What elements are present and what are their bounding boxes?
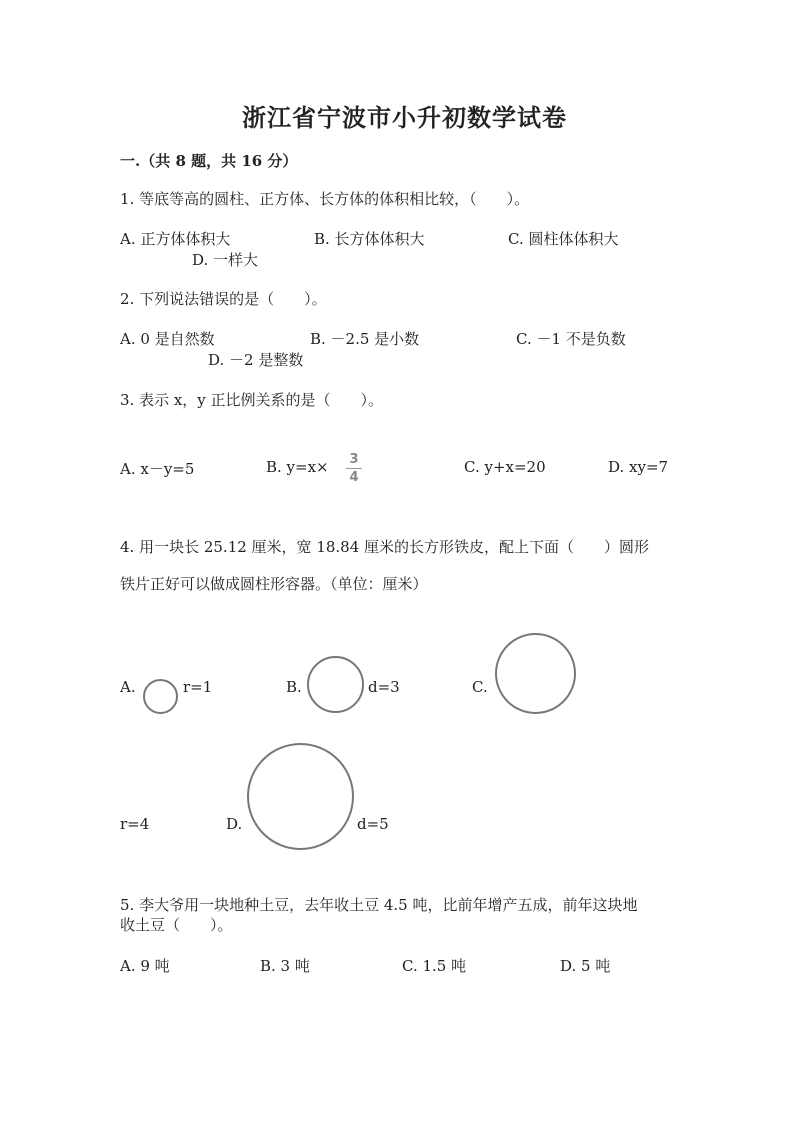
question-1-option-d[interactable]: D. 一样大 bbox=[192, 251, 259, 269]
question-3-stem: 3. 表示 x，y 正比例关系的是（ ）。 bbox=[120, 391, 384, 409]
question-4-stem-line-2: 铁片正好可以做成圆柱形容器。（单位：厘米） bbox=[120, 575, 428, 593]
circle-c-image bbox=[495, 633, 576, 714]
question-1-option-c[interactable]: C. 圆柱体体积大 bbox=[508, 230, 619, 248]
question-5-option-c[interactable]: C. 1.5 吨 bbox=[402, 957, 467, 975]
question-4-label-c: r=4 bbox=[120, 815, 150, 833]
question-5-stem-line-2: 收土豆（ ）。 bbox=[120, 916, 233, 934]
fraction-denominator: 4 bbox=[349, 470, 359, 485]
question-1-option-a[interactable]: A. 正方体体积大 bbox=[120, 230, 231, 248]
question-4-option-a[interactable]: A. bbox=[120, 678, 136, 696]
page-title: 浙江省宁波市小升初数学试卷 bbox=[242, 103, 567, 132]
question-5-stem-line-1: 5. 李大爷用一块地种土豆，去年收土豆 4.5 吨，比前年增产五成，前年这块地 bbox=[120, 896, 638, 914]
circle-d-image bbox=[247, 743, 354, 850]
question-4-label-a: r=1 bbox=[183, 678, 213, 696]
question-5-option-d[interactable]: D. 5 吨 bbox=[560, 957, 611, 975]
question-3-option-c[interactable]: C. y+x=20 bbox=[464, 458, 546, 476]
question-2-option-c[interactable]: C. －1 不是负数 bbox=[516, 330, 626, 348]
fraction-bar bbox=[346, 468, 362, 469]
question-4-stem-line-1: 4. 用一块长 25.12 厘米，宽 18.84 厘米的长方形铁皮，配上下面（ ）圆形 bbox=[120, 538, 650, 556]
question-1-stem: 1. 等底等高的圆柱、正方体、长方体的体积相比较，（ ）。 bbox=[120, 190, 530, 208]
question-4-label-b: d=3 bbox=[368, 678, 400, 696]
question-4-option-b[interactable]: B. bbox=[286, 678, 302, 696]
circle-b-image bbox=[307, 656, 364, 713]
question-5-option-b[interactable]: B. 3 吨 bbox=[260, 957, 310, 975]
question-4-option-d[interactable]: D. bbox=[226, 815, 243, 833]
question-2-option-d[interactable]: D. －2 是整数 bbox=[208, 351, 304, 369]
question-3-option-d[interactable]: D. xy=7 bbox=[608, 458, 669, 476]
section-heading: 一.（共 8 题，共 16 分） bbox=[120, 152, 298, 170]
circle-a-image bbox=[143, 679, 178, 714]
question-3-option-b[interactable]: B. y=x× bbox=[266, 458, 329, 476]
question-4-option-c[interactable]: C. bbox=[472, 678, 488, 696]
fraction-three-quarters bbox=[344, 453, 364, 484]
question-2-stem: 2. 下列说法错误的是（ ）。 bbox=[120, 290, 327, 308]
question-4-label-d: d=5 bbox=[357, 815, 389, 833]
question-5-option-a[interactable]: A. 9 吨 bbox=[120, 957, 170, 975]
question-2-option-a[interactable]: A. 0 是自然数 bbox=[120, 330, 215, 348]
question-2-option-b[interactable]: B. －2.5 是小数 bbox=[310, 330, 420, 348]
question-3-option-a[interactable]: A. x－y=5 bbox=[120, 460, 195, 478]
fraction-numerator: 3 bbox=[349, 452, 359, 467]
question-1-option-b[interactable]: B. 长方体体积大 bbox=[314, 230, 425, 248]
